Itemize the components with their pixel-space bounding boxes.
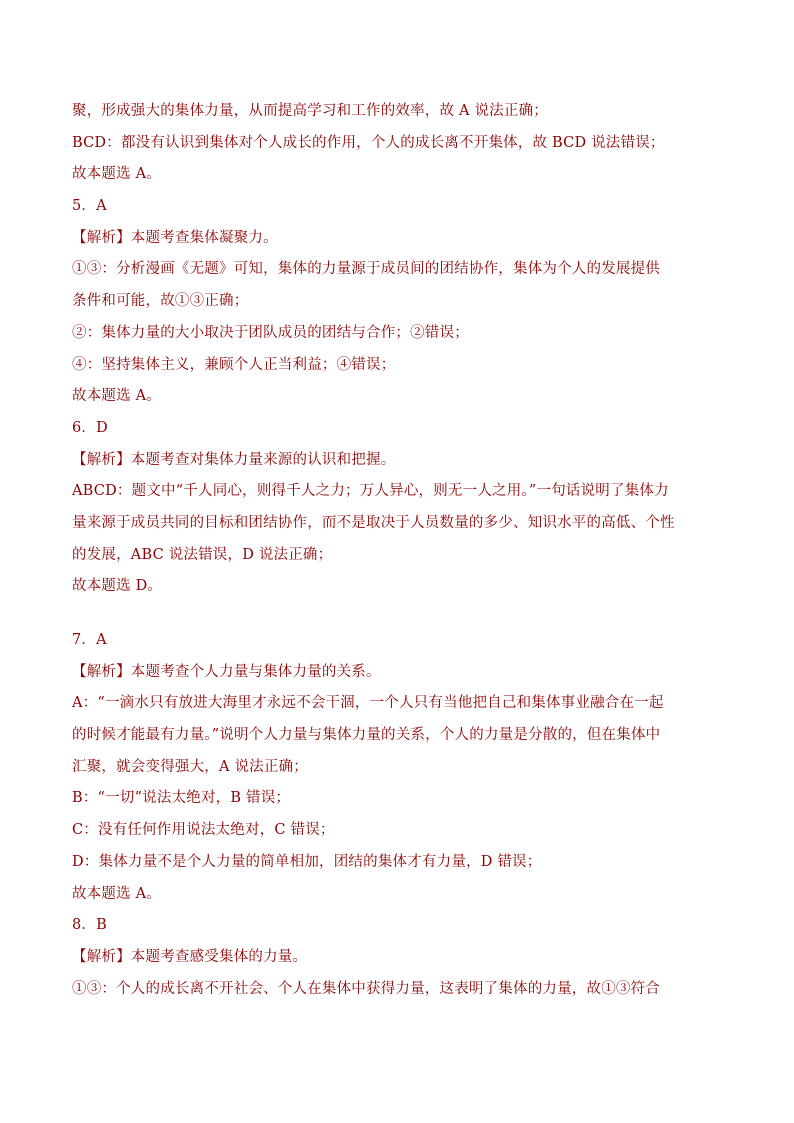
text-line: B：“一切”说法太绝对，B 错误； xyxy=(72,790,291,807)
text-line: BCD：都没有认识到集体对个人成长的作用，个人的成长离不开集体，故 BCD 说法错误； xyxy=(72,134,665,151)
text-line: ④：坚持集体主义，兼顾个人正当利益；④错误； xyxy=(72,356,396,373)
text-line: ①③：个人的成长离不开社会、个人在集体中获得力量，这表明了集体的力量，故①③符合 xyxy=(72,980,660,997)
text-line: C：没有任何作用说法太绝对，C 错误； xyxy=(72,822,335,839)
analysis-heading: 【解析】本题考查对集体力量来源的认识和把握。 xyxy=(72,451,396,468)
text-line: 故本题选 D。 xyxy=(72,578,163,595)
analysis-heading: 【解析】本题考查感受集体的力量。 xyxy=(72,948,308,965)
text-line: ABCD：题文中“千人同心，则得千人之力；万人异心，则无一人之用。”一句话说明了集体力 xyxy=(72,483,669,500)
question-number-8: 8．B xyxy=(72,917,107,934)
text-line: 的发展，ABC 说法错误，D 说法正确； xyxy=(72,546,333,563)
question-number-6: 6．D xyxy=(72,419,108,436)
analysis-heading: 【解析】本题考查个人力量与集体力量的关系。 xyxy=(72,663,381,680)
text-line: 聚，形成强大的集体力量，从而提高学习和工作的效率，故 A 说法正确； xyxy=(72,103,548,119)
question-number-7: 7．A xyxy=(72,632,107,648)
analysis-heading: 【解析】本题考查集体凝聚力。 xyxy=(72,229,278,246)
text-line: D：集体力量不是个人力量的简单相加，团结的集体才有力量，D 错误； xyxy=(72,853,542,870)
text-line: 的时候才能最有力量。”说明个人力量与集体力量的关系，个人的力量是分散的，但在集体中 xyxy=(72,727,661,744)
text-line: 故本题选 A。 xyxy=(72,885,161,902)
text-line: ①③：分析漫画《无题》可知，集体的力量源于成员间的团结协作，集体为个人的发展提供 xyxy=(72,261,660,278)
text-line: 量来源于成员共同的目标和团结协作，而不是取决于人员数量的多少、知识水平的高低、个性 xyxy=(72,514,675,531)
question-number-5: 5．A xyxy=(72,198,107,215)
text-line: 汇聚，就会变得强大，A 说法正确； xyxy=(72,758,308,775)
paragraph-gap xyxy=(72,603,732,625)
text-line: 故本题选 A。 xyxy=(72,166,161,183)
text-line: 故本题选 A。 xyxy=(72,388,161,405)
text-line: A：“一滴水只有放进大海里才永远不会干涸，一个人只有当他把自己和集体事业融合在一起 xyxy=(72,695,664,712)
text-line: ②：集体力量的大小取决于团队成员的团结与合作；②错误； xyxy=(72,324,469,341)
answer-explanations xyxy=(72,96,732,1005)
text-line: 条件和可能，故①③正确； xyxy=(72,293,249,310)
